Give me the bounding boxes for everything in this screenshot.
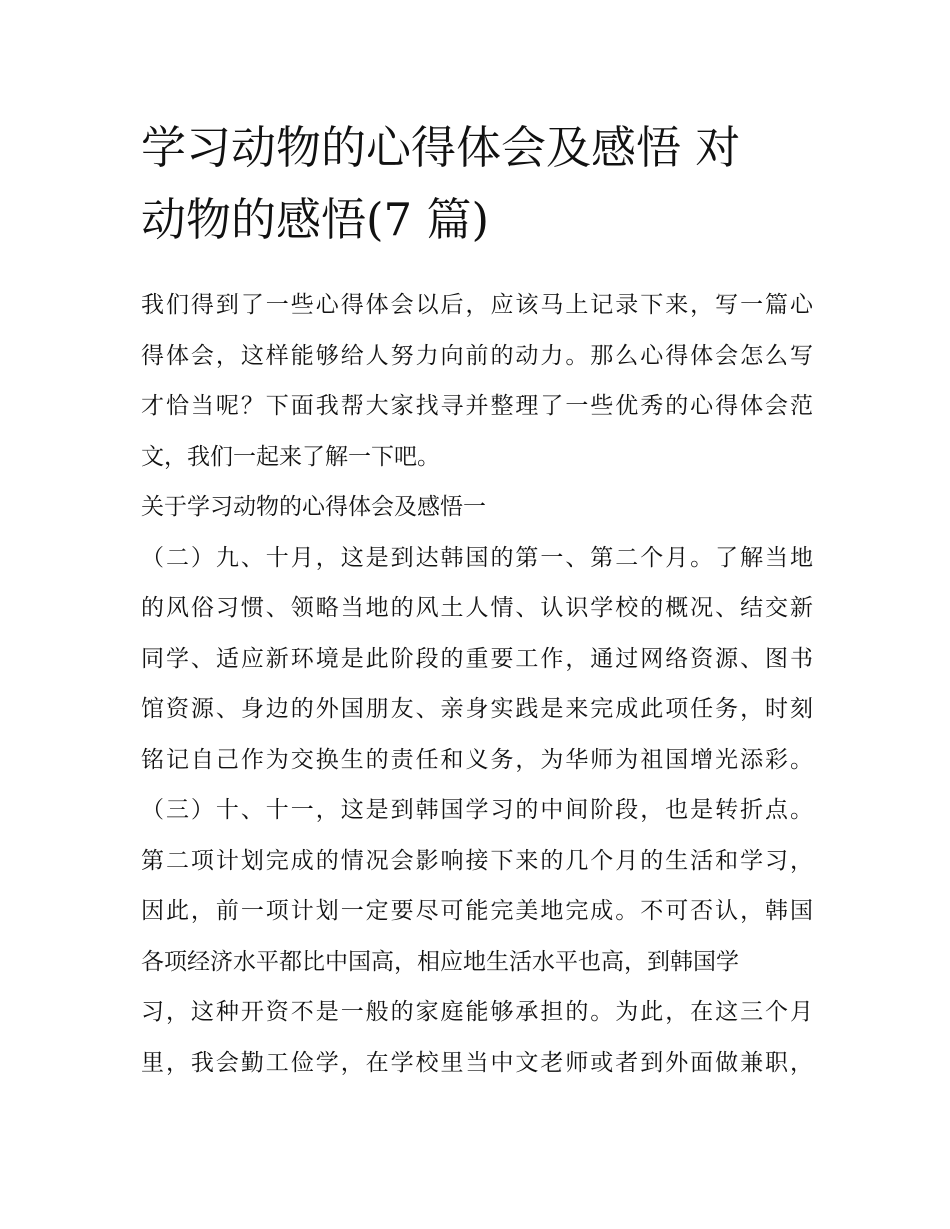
section-heading: 关于学习动物的心得体会及感悟一 xyxy=(141,494,486,520)
title-line: 动物的感悟(7 篇) xyxy=(141,193,490,246)
body-line: 文，我们一起来了解一下吧。 xyxy=(141,443,440,470)
document-page xyxy=(141,112,813,1088)
body-line: 第二项计划完成的情况会影响接下来的几个月的生活和学习， xyxy=(141,847,813,874)
title-line: 学习动物的心得体会及感悟 对 xyxy=(141,121,741,174)
document-title xyxy=(141,112,813,256)
document-body xyxy=(141,280,813,1088)
body-line: 铭记自己作为交换生的责任和义务，为华师为祖国增光添彩。 xyxy=(141,746,813,773)
body-line: 各项经济水平都比中国高，相应地生活水平也高，到韩国学 xyxy=(141,948,739,975)
body-line: 的风俗习惯、领略当地的风土人情、认识学校的概况、结交新 xyxy=(141,595,813,621)
body-line: 得体会，这样能够给人努力向前的动力。那么心得体会怎么写 xyxy=(141,342,813,369)
body-line: （二）九、十月，这是到达韩国的第一、第二个月。了解当地 xyxy=(141,544,813,571)
body-line: 才恰当呢？下面我帮大家找寻并整理了一些优秀的心得体会范 xyxy=(141,393,813,419)
body-line: 里，我会勤工俭学，在学校里当中文老师或者到外面做兼职， xyxy=(141,1049,813,1076)
body-line: 同学、适应新环境是此阶段的重要工作，通过网络资源、图书 xyxy=(141,645,813,672)
body-line: 习，这种开资不是一般的家庭能够承担的。为此，在这三个月 xyxy=(141,999,813,1025)
body-line: 我们得到了一些心得体会以后，应该马上记录下来，写一篇心 xyxy=(141,292,813,318)
body-line: 因此，前一项计划一定要尽可能完美地完成。不可否认，韩国 xyxy=(141,898,813,924)
body-line: （三）十、十一，这是到韩国学习的中间阶段，也是转折点。 xyxy=(141,797,813,823)
body-line: 馆资源、身边的外国朋友、亲身实践是来完成此项任务，时刻 xyxy=(141,696,813,722)
